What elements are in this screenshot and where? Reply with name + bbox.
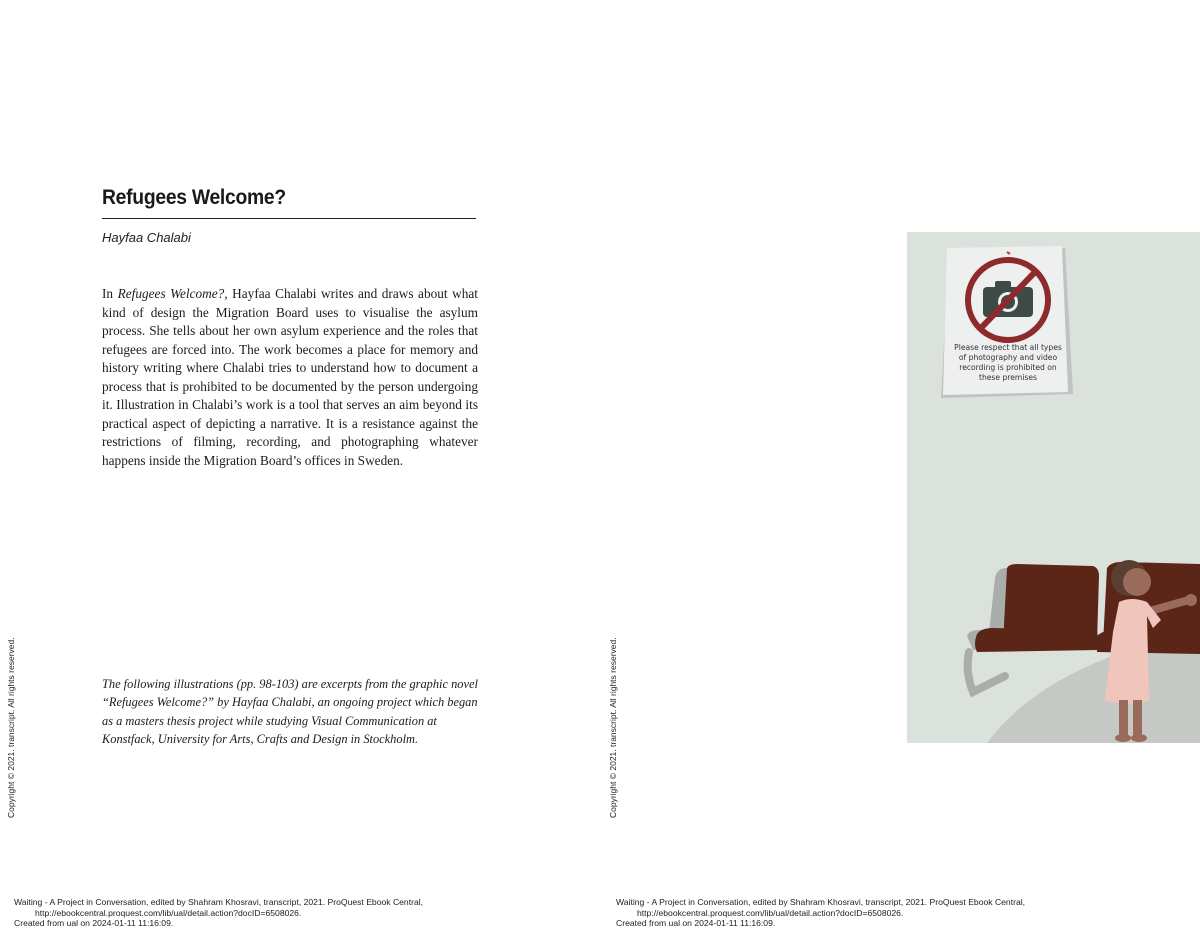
sign-line-2: of photography and video	[958, 353, 1058, 362]
footer-url: http://ebookcentral.proquest.com/lib/ual/detail.action?docID=6508026.	[637, 907, 904, 918]
copyright-vertical: Copyright © 2021. transcript. All rights reserved.	[608, 637, 618, 818]
page-title: Refugees Welcome?	[102, 186, 286, 209]
illustration-waiting-room	[907, 232, 1200, 743]
body-text: , Hayfaa Chalabi writes and draws about what kind of design the Migration Board uses to visualise the asylum process. She tells about her own asylum experience and the roles that refugees are forced into. The work becomes a place for memory and history writing where Chalabi tries to understand how to document a process that is prohibited to be documented by the person undergoing it. Illustration in Chalabi’s work is a tool that serves an aim beyond its practical aspect of depicting a narrative. It is a resistance against the restrictions of filming, recording, and photographing whatever happens inside the Migration Board’s offices in Sweden.	[102, 286, 478, 468]
illustration-note: The following illustrations (pp. 98-103) are excerpts from the graphic novel “Refugees Welcome?” by Hayfaa Chalabi, an ongoing project which began as a masters thesis project while studying Visual Communication at Konstfack, University for Arts, Crafts and Design in Stockholm.	[102, 677, 478, 746]
body-lead: In	[102, 286, 118, 301]
author-name: Hayfaa Chalabi	[102, 230, 191, 245]
copyright-vertical: Copyright © 2021. transcript. All rights reserved.	[6, 637, 16, 818]
footer-line-1: Waiting - A Project in Conversation, edited by Shahram Khosravi, transcript, 2021. ProQuest Ebook Central,	[14, 897, 424, 907]
footer-url: http://ebookcentral.proquest.com/lib/ual/detail.action?docID=6508026.	[35, 907, 302, 918]
body-paragraph	[102, 285, 478, 470]
title-rule	[102, 218, 476, 219]
sign-line-1: Please respect that all types	[954, 343, 1062, 352]
sign-line-4: these premises	[978, 373, 1038, 382]
footer-created: Created from ual on 2024-01-11 11:16:09.	[14, 918, 174, 928]
footer-citation	[14, 897, 423, 929]
footer-line-1: Waiting - A Project in Conversation, edited by Shahram Khosravi, transcript, 2021. ProQuest Ebook Central,	[616, 897, 1026, 907]
no-photography-sign	[941, 246, 1073, 398]
work-title: Refugees Welcome?	[117, 286, 225, 301]
footer-citation	[616, 897, 1025, 929]
sign-line-3: recording is prohibited on	[959, 363, 1057, 372]
footer-created: Created from ual on 2024-01-11 11:16:09.	[616, 918, 776, 928]
